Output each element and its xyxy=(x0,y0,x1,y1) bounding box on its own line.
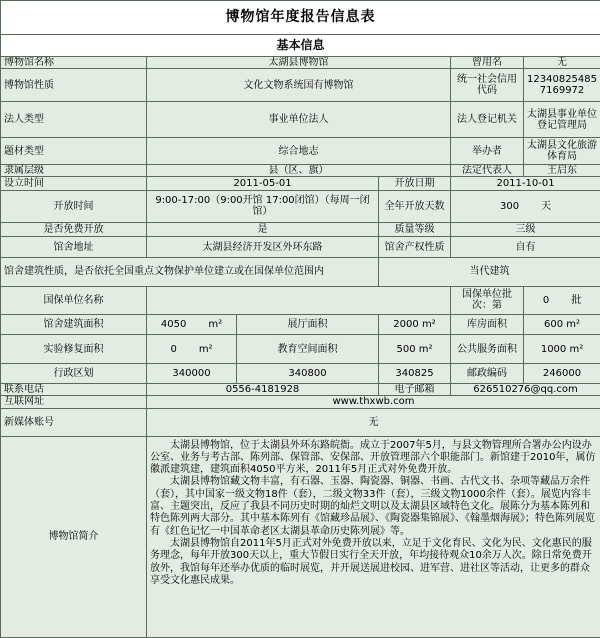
heritage-batch-unit: 批 xyxy=(571,294,582,306)
row-museum-nature xyxy=(1,69,600,102)
label-heritage-unit: 国保单位名称 xyxy=(1,286,147,314)
row-free-admission xyxy=(1,222,600,236)
label-free-admission: 是否免费开放 xyxy=(1,222,147,236)
value-museum-name: 太湖县博物馆 xyxy=(147,56,451,68)
row-museum-name xyxy=(1,56,600,68)
value-phone: 0556-4181928 xyxy=(147,383,379,395)
value-museum-nature: 文化文物系统国有博物馆 xyxy=(147,69,451,102)
value-email: 626510276@qq.com xyxy=(451,383,600,395)
public-service-area-unit: m² xyxy=(569,343,584,355)
value-city-code: 340800 xyxy=(237,364,379,384)
row-heritage-unit xyxy=(1,286,600,314)
value-heritage-batch xyxy=(524,286,600,314)
value-postcode: 246000 xyxy=(524,364,600,384)
value-admin-level: 县（区、旗） xyxy=(147,165,451,177)
label-sponsor: 举办者 xyxy=(451,138,524,165)
value-property-rights: 自有 xyxy=(451,237,600,258)
label-legal-rep: 法定代表人 xyxy=(451,165,524,177)
label-introduction: 博物馆简介 xyxy=(1,436,147,637)
education-area-number: 500 xyxy=(396,343,416,355)
label-education-area: 教育空间面积 xyxy=(237,335,379,364)
value-legal-type: 事业单位法人 xyxy=(147,102,451,138)
row-opening-hours xyxy=(1,190,600,222)
open-days-unit: 天 xyxy=(541,200,552,212)
label-building-area: 馆舍建筑面积 xyxy=(1,314,147,335)
hall-area-number: 2000 xyxy=(393,319,419,331)
row-areas-2 xyxy=(1,335,600,364)
value-new-media: 无 xyxy=(147,408,600,436)
value-building-area xyxy=(147,314,237,335)
row-admin-level xyxy=(1,165,600,177)
value-free-admission: 是 xyxy=(147,222,379,236)
row-website xyxy=(1,396,600,408)
label-quality-grade: 质量等级 xyxy=(379,222,451,236)
label-new-media: 新媒体账号 xyxy=(1,408,147,436)
value-opening-date: 2011-10-01 xyxy=(451,177,600,190)
value-repair-area xyxy=(147,335,237,364)
value-address: 太湖县经济开发区外环东路 xyxy=(147,237,379,258)
intro-paragraph-2: 太湖县博物馆藏文物丰富，有石器、玉器、陶瓷器、铜器、书画、古代文书、杂项等藏品万余件（套），其中国家一级文物18件（套），二级文物33件（套），三级文物1000余件（套）。展览内容丰富、主题突出，反应了我县不同历史时期的灿烂文明以及太湖县区域特色文化。展陈分为基本陈列和特色陈列两大部分。其中基本陈列有《馆藏珍品展》、《陶瓷器集锦展》、《翰墨烟海展》；特色陈列展览有《红色记忆一中国革命老区太湖县革命历史陈列展》等。 xyxy=(150,476,595,537)
building-area-unit: m² xyxy=(208,319,223,331)
value-education-area xyxy=(379,335,451,364)
label-address: 馆舍地址 xyxy=(1,237,147,258)
page-title: 博物馆年度报告信息表 xyxy=(1,1,600,35)
value-credit-code: 12340825485 7169972 xyxy=(524,69,600,102)
label-property-rights: 馆舍产权性质 xyxy=(379,237,451,258)
building-area-number: 4050 xyxy=(160,319,187,331)
value-hall-area xyxy=(379,314,451,335)
repair-area-number: 0 xyxy=(170,343,177,355)
value-building-nature: 当代建筑 xyxy=(379,257,600,286)
value-public-service-area xyxy=(524,335,600,364)
value-introduction xyxy=(147,436,600,637)
label-credit-code: 统一社会信用代码 xyxy=(451,69,524,102)
value-province-code: 340000 xyxy=(147,364,237,384)
public-service-area-number: 1000 xyxy=(540,343,567,355)
value-former-name: 无 xyxy=(524,56,600,68)
value-website[interactable]: www.thxwb.com xyxy=(147,396,600,408)
storage-area-number: 600 xyxy=(544,319,564,331)
label-postcode: 邮政编码 xyxy=(451,364,524,384)
label-admin-level: 隶属层级 xyxy=(1,165,147,177)
row-theme-type xyxy=(1,138,600,165)
label-museum-nature: 博物馆性质 xyxy=(1,69,147,102)
value-heritage-unit xyxy=(147,286,451,314)
label-email: 电子邮箱 xyxy=(379,383,451,395)
repair-area-unit: m² xyxy=(198,343,213,355)
row-address xyxy=(1,237,600,258)
value-county-code: 340825 xyxy=(379,364,451,384)
label-hall-area: 展厅面积 xyxy=(237,314,379,335)
row-building-nature xyxy=(1,257,600,286)
intro-paragraph-1: 太湖县博物馆，位于太湖县外环东路皖衙。成立于2007年5月，与县文物管理所合署办公内设办公室、业务与考古部、陈列部、保管部、安保部、开放管理部六个职能部门。新馆建于2010年，属仿徽派建筑建，建筑面积4050平方米，2011年5月正式对外免费开放。 xyxy=(150,439,596,476)
label-founded: 设立时间 xyxy=(1,177,147,190)
row-admin-division xyxy=(1,364,600,384)
label-legal-type: 法人类型 xyxy=(1,102,147,138)
hall-area-unit: m² xyxy=(421,319,436,331)
label-opening-hours: 开放时间 xyxy=(1,190,147,222)
label-storage-area: 库房面积 xyxy=(451,314,524,335)
heritage-batch-number: 0 xyxy=(542,294,550,306)
label-public-service-area: 公共服务面积 xyxy=(451,335,524,364)
value-quality-grade: 三级 xyxy=(451,222,600,236)
label-building-nature: 馆舍建筑性质，是否依托全国重点文物保护单位建立或在国保单位范围内 xyxy=(1,257,379,286)
label-theme-type: 题材类型 xyxy=(1,138,147,165)
label-phone: 联系电话 xyxy=(1,383,147,395)
label-registry-office: 法人登记机关 xyxy=(451,102,524,138)
section-title: 基本信息 xyxy=(1,35,600,57)
value-sponsor: 太湖县文化旅游体育局 xyxy=(524,138,600,165)
education-area-unit: m² xyxy=(418,343,433,355)
row-dates xyxy=(1,177,600,190)
label-opening-date: 开放日期 xyxy=(379,177,451,190)
value-open-days xyxy=(451,190,600,222)
label-museum-name: 博物馆名称 xyxy=(1,56,147,68)
label-website: 互联网址 xyxy=(1,396,147,408)
row-areas-1 xyxy=(1,314,600,335)
value-storage-area xyxy=(524,314,600,335)
storage-area-unit: m² xyxy=(566,319,581,331)
row-introduction xyxy=(1,436,600,637)
label-repair-area: 实验修复面积 xyxy=(1,335,147,364)
value-legal-rep: 王启东 xyxy=(524,165,600,177)
label-former-name: 曾用名 xyxy=(451,56,524,68)
label-admin-division: 行政区划 xyxy=(1,364,147,384)
open-days-number: 300 xyxy=(499,200,520,212)
label-heritage-batch: 国保单位批次：第 xyxy=(451,286,524,314)
intro-paragraph-3: 太湖县博物馆自2011年5月正式对外免费开放以来，立足于文化育民、文化为民、文化惠民的服务理念，每年开放300天以上，重大节假日实行全天开放，年均接待观众10余万人次。除日常免费开放外，我馆每年还举办优质的临时展览，并开展送展进校园、进军营、进社区等活动，让更多的群众享受文化惠民成果。 xyxy=(150,537,592,586)
row-contact xyxy=(1,383,600,395)
value-theme-type: 综合地志 xyxy=(147,138,451,165)
value-founded: 2011-05-01 xyxy=(147,177,379,190)
label-open-days: 全年开放天数 xyxy=(379,190,451,222)
value-registry-office: 太湖县事业单位登记管理局 xyxy=(524,102,600,138)
value-opening-hours: 9:00-17:00（9:00开馆 17:00闭馆）（每周一闭馆） xyxy=(147,190,379,222)
row-new-media xyxy=(1,408,600,436)
row-legal-type xyxy=(1,102,600,138)
